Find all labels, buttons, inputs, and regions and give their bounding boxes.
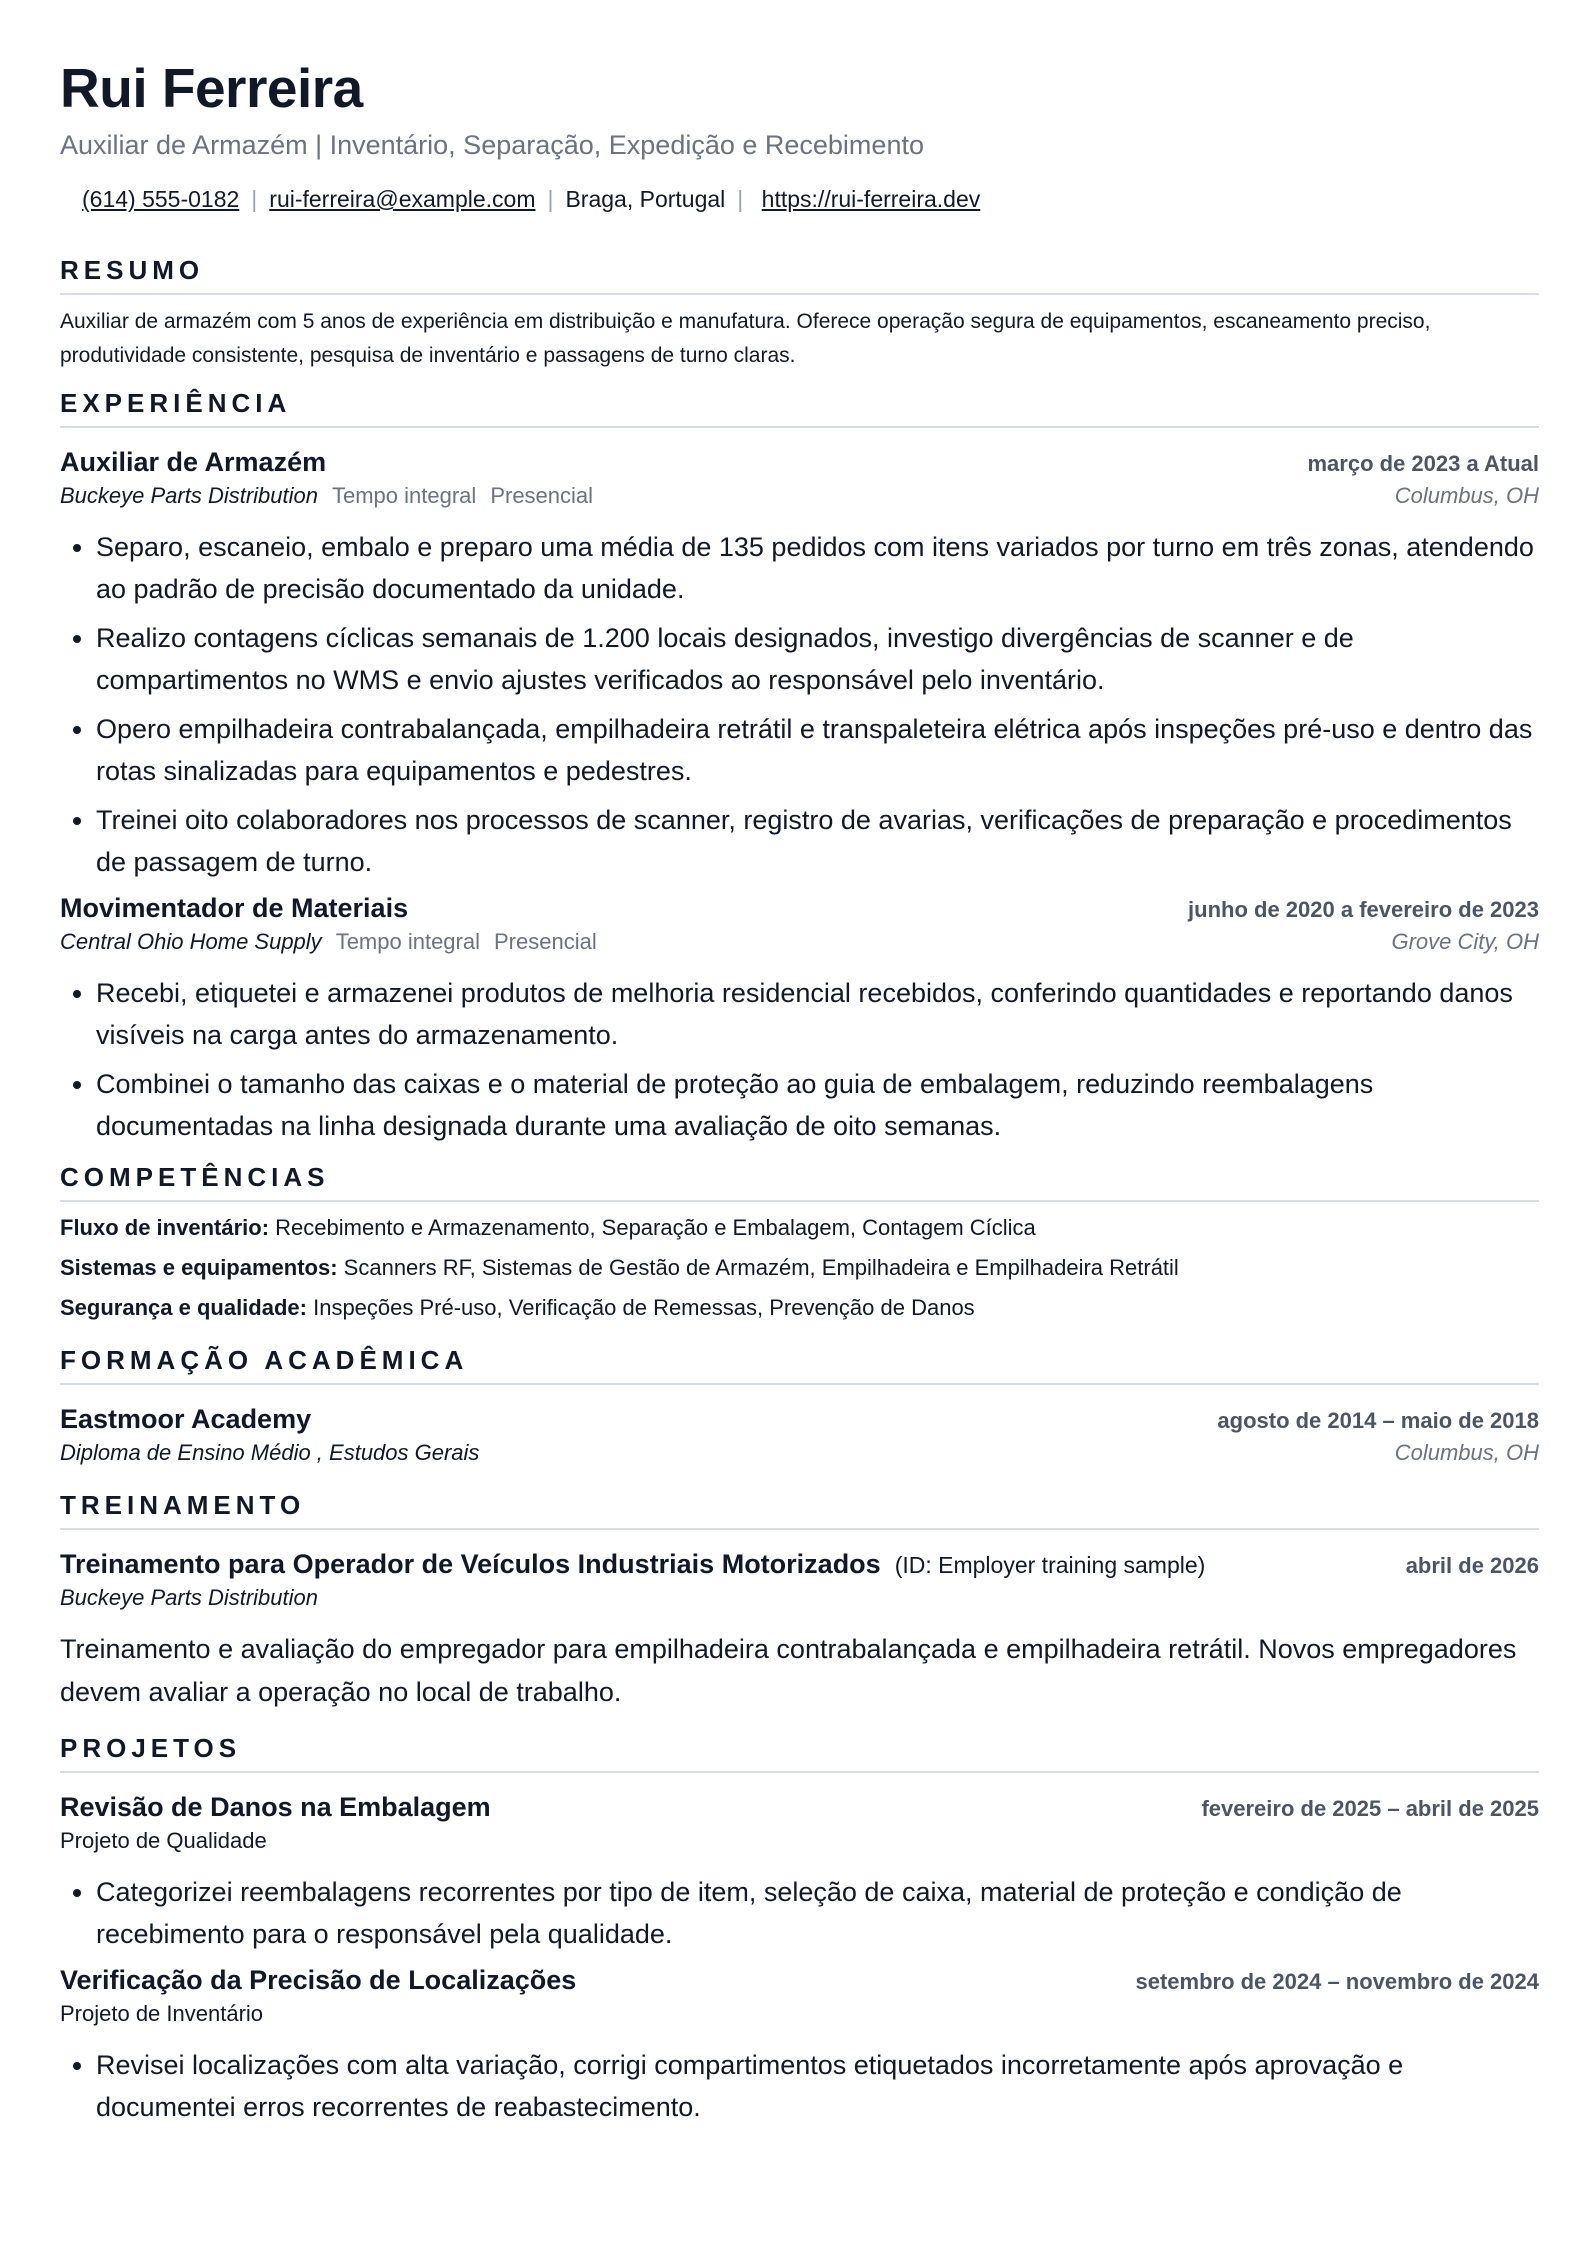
project-bullets <box>60 2044 1539 2128</box>
skill-row <box>60 1248 1539 1288</box>
education-location: Columbus, OH <box>1394 1440 1539 1465</box>
email-link[interactable]: rui-ferreira@example.com <box>269 186 536 212</box>
separator: | <box>251 186 258 212</box>
job-location: Grove City, OH <box>1391 929 1539 954</box>
training-credential: (ID: Employer training sample) <box>894 1552 1206 1578</box>
section-title-education: FORMAÇÃO ACADÊMICA <box>60 1344 1539 1385</box>
website-link[interactable]: https://rui-ferreira.dev <box>761 186 981 212</box>
job-title: Movimentador de Materiais <box>60 893 409 923</box>
separator: | <box>547 186 554 212</box>
skill-value: Inspeções Pré-uso, Verificação de Remessas, Prevenção de Danos <box>313 1295 975 1320</box>
project-bullets <box>60 1871 1539 1955</box>
job-dates: junho de 2020 a fevereiro de 2023 <box>1188 897 1539 922</box>
skill-value: Scanners RF, Sistemas de Gestão de Armazém, Empilhadeira e Empilhadeira Retrátil <box>343 1255 1179 1280</box>
bullet-item: • Combinei o tamanho das caixas e o material de proteção ao guia de embalagem, reduzindo reembalagens documentadas na linha designada durante uma avaliação de oito semanas. <box>96 1063 1539 1147</box>
bullet-item: • Categorizei reembalagens recorrentes por tipo de item, seleção de caixa, material de proteção e condição de recebimento para o responsável pela qualidade. <box>96 1871 1539 1955</box>
job-bullets <box>60 972 1539 1147</box>
skill-label: Sistemas e equipamentos: <box>60 1255 338 1280</box>
project-category: Projeto de Inventário <box>60 2001 264 2026</box>
bullet-item: • Treinei oito colaboradores nos processos de scanner, registro de avarias, verificações de preparação e procedimentos de passagem de turno. <box>96 799 1539 883</box>
job-bullets <box>60 526 1539 883</box>
job-dates: março de 2023 a Atual <box>1307 451 1539 476</box>
section-title-experience: EXPERIÊNCIA <box>60 387 1539 428</box>
skills-list <box>60 1208 1539 1328</box>
company-name: Buckeye Parts Distribution <box>60 483 318 508</box>
separator: | <box>737 186 744 212</box>
section-title-projects: PROJETOS <box>60 1732 1539 1773</box>
work-mode: Presencial <box>494 929 597 954</box>
project-category: Projeto de Qualidade <box>60 1828 267 1853</box>
experience-entry <box>60 890 1539 1147</box>
project-dates: setembro de 2024 – novembro de 2024 <box>1135 1969 1539 1994</box>
project-entry <box>60 1962 1539 2128</box>
bullet-item: • Separo, escaneio, embalo e preparo uma média de 135 pedidos com itens variados por turno em três zonas, atendendo ao padrão de precisão documentado da unidade. <box>96 526 1539 610</box>
employment-type: Tempo integral <box>335 929 480 954</box>
project-dates: fevereiro de 2025 – abril de 2025 <box>1201 1796 1539 1821</box>
training-description: Treinamento e avaliação do empregador para empilhadeira contrabalançada e empilhadeira retrátil. Novos empregadores devem avaliar a operação no local de trabalho. <box>60 1634 1517 1707</box>
bullet-item: • Recebi, etiquetei e armazenei produtos de melhoria residencial recebidos, conferindo quantidades e reportando danos visíveis na carga antes do armazenamento. <box>96 972 1539 1056</box>
skill-row <box>60 1208 1539 1248</box>
training-title: Treinamento para Operador de Veículos Industriais Motorizados <box>60 1549 881 1579</box>
job-title: Auxiliar de Armazém <box>60 447 327 477</box>
summary-text: Auxiliar de armazém com 5 anos de experiência em distribuição e manufatura. Oferece operação segura de equipamentos, escaneamento preciso, produtividade consistente, pesquisa de inventário e passagens de turno claras. <box>60 310 1431 367</box>
company-name: Central Ohio Home Supply <box>60 929 322 954</box>
work-mode: Presencial <box>490 483 594 508</box>
school-name: Eastmoor Academy <box>60 1404 312 1434</box>
candidate-name: Rui Ferreira <box>60 57 363 119</box>
project-entry <box>60 1789 1539 1955</box>
skill-value: Recebimento e Armazenamento, Separação e Embalagem, Contagem Cíclica <box>275 1215 1036 1240</box>
project-title: Revisão de Danos na Embalagem <box>60 1792 491 1822</box>
training-date: abril de 2026 <box>1405 1553 1539 1578</box>
experience-entry <box>60 444 1539 883</box>
location: Braga, Portugal <box>565 186 726 212</box>
contact-line <box>60 184 1539 214</box>
training-issuer: Buckeye Parts Distribution <box>60 1585 318 1610</box>
bullet-item: • Revisei localizações com alta variação, corrigi compartimentos etiquetados incorretamente após aprovação e documentei erros recorrentes de reabastecimento. <box>96 2044 1539 2128</box>
phone-link[interactable]: (614) 555-0182 <box>82 186 240 212</box>
bullet-item: • Realizo contagens cíclicas semanais de 1.200 locais designados, investigo divergências de scanner e de compartimentos no WMS e envio ajustes verificados ao responsável pelo inventário. <box>96 617 1539 701</box>
skill-row <box>60 1288 1539 1328</box>
skill-label: Segurança e qualidade: <box>60 1295 307 1320</box>
section-title-skills: COMPETÊNCIAS <box>60 1161 1539 1202</box>
degree: Diploma de Ensino Médio , Estudos Gerais <box>60 1440 480 1465</box>
headline: Auxiliar de Armazém | Inventário, Separação, Expedição e Recebimento <box>60 130 924 160</box>
section-title-summary: RESUMO <box>60 254 1539 295</box>
education-entry <box>60 1401 1539 1469</box>
job-location: Columbus, OH <box>1394 483 1539 508</box>
skill-label: Fluxo de inventário: <box>60 1215 270 1240</box>
education-dates: agosto de 2014 – maio de 2018 <box>1217 1408 1539 1433</box>
project-title: Verificação da Precisão de Localizações <box>60 1965 577 1995</box>
employment-type: Tempo integral <box>332 483 477 508</box>
bullet-item: • Opero empilhadeira contrabalançada, empilhadeira retrátil e transpaleteira elétrica após inspeções pré-uso e dentro das rotas sinalizadas para equipamentos e pedestres. <box>96 708 1539 792</box>
section-title-training: TREINAMENTO <box>60 1489 1539 1530</box>
training-entry <box>60 1546 1539 1714</box>
